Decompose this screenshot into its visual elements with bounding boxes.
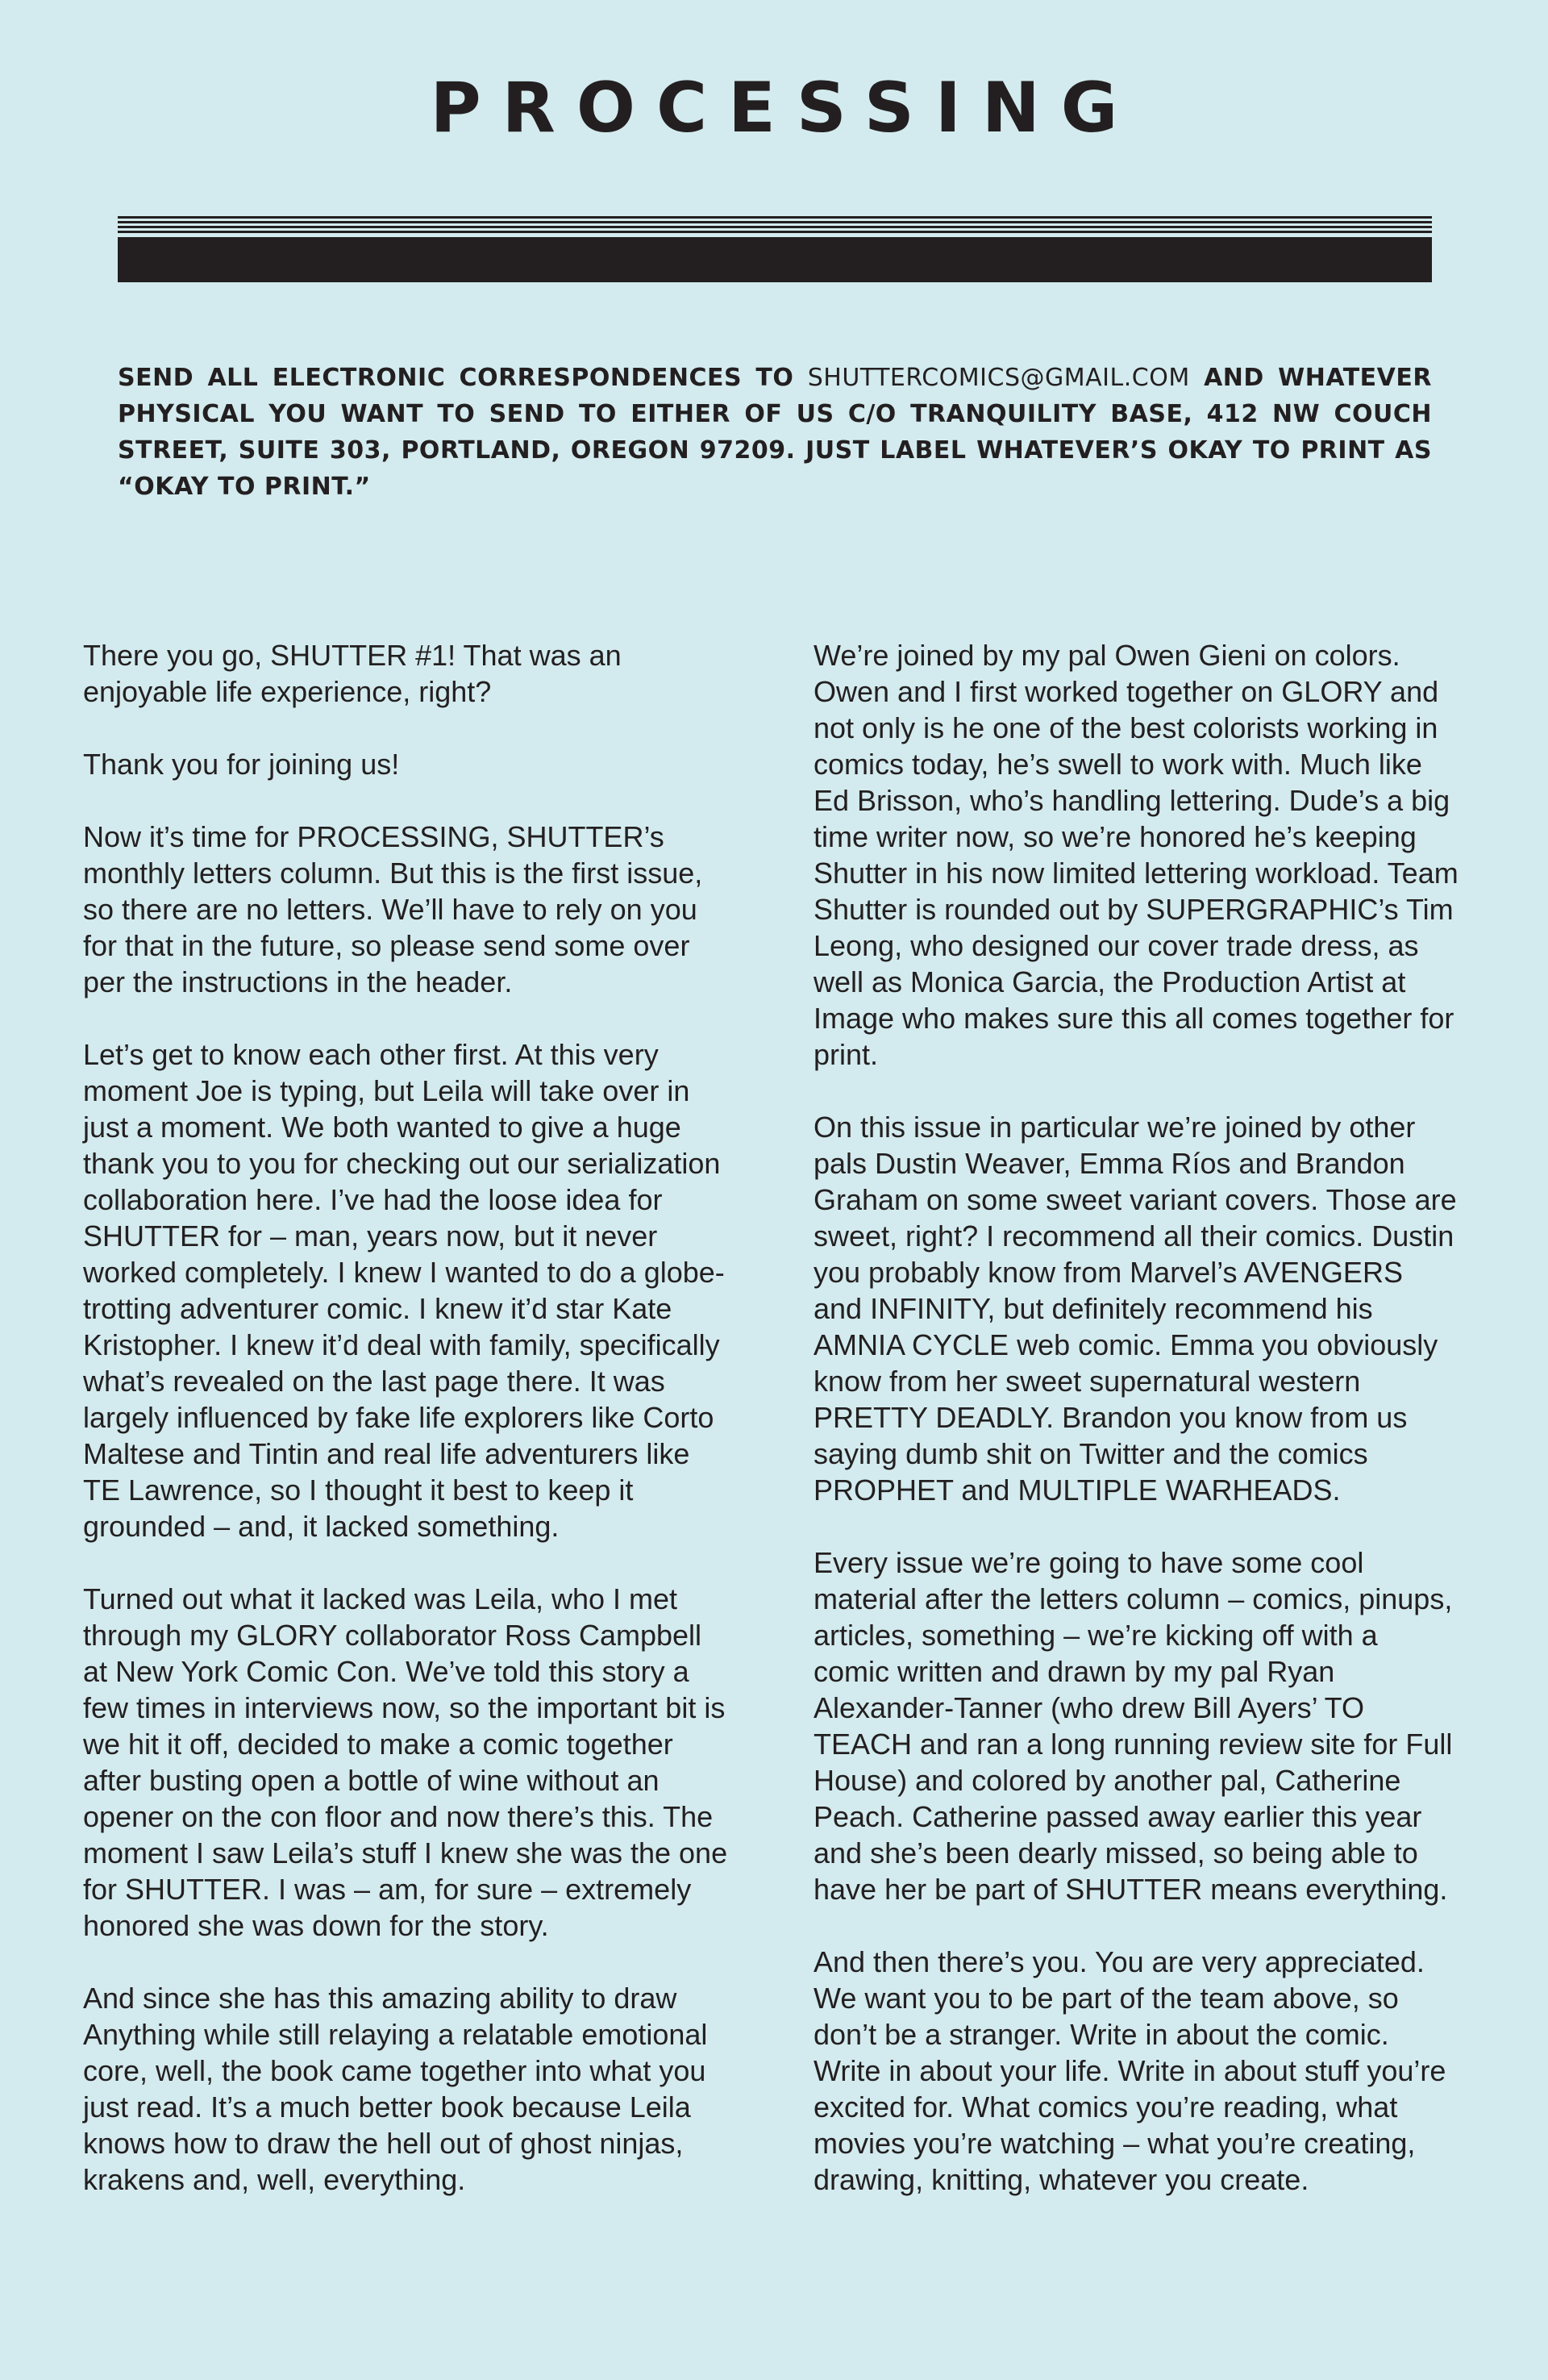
instructions-intro: SEND ALL ELECTRONIC CORRESPONDENCES TO <box>118 364 794 392</box>
page-title: PROCESSING <box>430 68 1139 148</box>
paragraph: Thank you for joining us! <box>83 748 400 781</box>
paragraph: There you go, SHUTTER #1! That was an enjoyable life experience, right? <box>83 639 622 708</box>
paragraph: And since she has this amazing ability to draw Anything while still relaying a relatable emotional core, well, the book came together into what you just read. It’s a much better book because Leila knows how to draw the hell out of ghost ninjas, krakens and, well, everything. <box>83 1982 708 2196</box>
rule-line <box>118 231 1432 233</box>
rule-line <box>118 226 1432 228</box>
contact-email[interactable]: SHUTTERCOMICS@GMAIL.COM <box>807 364 1190 392</box>
header-rule <box>118 216 1432 282</box>
instructions-body: AND WHATEVER PHYSICAL YOU WANT TO SEND TO EITHER OF US C/O TRANQUILITY BASE, 412 NW COUCH STREET, SUITE 303, PORTLAND, OREGON 97209. JUST LABEL WHATEVER’S OKAY TO PRINT AS “OKAY TO PRINT.” <box>118 364 1432 501</box>
left-column <box>83 637 728 2234</box>
rule-line <box>118 221 1432 223</box>
paragraph: Turned out what it lacked was Leila, who I met through my GLORY collaborator Ross Campbell at New York Comic Con. We’ve told this story a few times in interviews now, so the important bit is we hit it off, decided to make a comic together after busting open a bottle of wine without an opener on the con floor and now there’s this. The moment I saw Leila’s stuff I knew she was the one for SHUTTER. I was – am, for sure – extremely honored she was down for the story. <box>83 1582 728 1942</box>
rule-line <box>118 216 1432 219</box>
paragraph: Every issue we’re going to have some cool material after the letters column – comics, pinups, articles, something – we’re kicking off with a comic written and drawn by my pal Ryan Alexander-Tanner (who drew Bill Ayers’ TO TEACH and ran a long running review site for Full House) and colored by another pal, Catherine Peach. Catherine passed away earlier this year and she’s been dearly missed, so being able to have her be part of SHUTTER means everything. <box>814 1546 1453 1906</box>
right-column <box>814 637 1459 2234</box>
paragraph: And then there’s you. You are very appreciated. We want you to be part of the team above, so don’t be a stranger. Write in about the comic. Write in about your life. Write in about stuff you’re excited for. What comics you’re reading, what movies you’re watching – what you’re creating, drawing, knitting, whatever you create. <box>814 1945 1446 2196</box>
paragraph: Now it’s time for PROCESSING, SHUTTER’s monthly letters column. But this is the first issue, so there are no letters. We’ll have to rely on you for that in the future, so please send some over per the instructions in the header. <box>83 820 703 998</box>
mailing-instructions <box>118 360 1432 505</box>
paragraph: We’re joined by my pal Owen Gieni on colors. Owen and I first worked together on GLORY and not only is he one of the best colorists working in comics today, he’s swell to work with. Much like Ed Brisson, who’s handling lettering. Dude’s a big time writer now, so we’re honored he’s keeping Shutter in his now limited lettering workload. Team Shutter is rounded out by SUPERGRAPHIC’s Tim Leong, who designed our cover trade dress, as well as Monica Garcia, the Production Artist at Image who makes sure this all comes together for print. <box>814 639 1459 1071</box>
rule-bar <box>118 237 1432 282</box>
paragraph: Let’s get to know each other first. At this very moment Joe is typing, but Leila will take over in just a moment. We both wanted to give a huge thank you to you for checking out our serialization collaboration here. I’ve had the loose idea for SHUTTER for – man, years now, but it never worked completely. I knew I wanted to do a globe-trotting adventurer comic. I knew it’d star Kate Kristopher. I knew it’d deal with family, specifically what’s revealed on the last page there. It was largely influenced by fake life explorers like Corto Maltese and Tintin and real life adventurers like TE Lawrence, so I thought it best to keep it grounded – and, it lacked something. <box>83 1038 725 1543</box>
paragraph: On this issue in particular we’re joined by other pals Dustin Weaver, Emma Ríos and Brandon Graham on some sweet variant covers. Those are sweet, right? I recommend all their comics. Dustin you probably know from Marvel’s AVENGERS and INFINITY, but definitely recommend his AMNIA CYCLE web comic. Emma you obviously know from her sweet supernatural western PRETTY DEADLY. Brandon you know from us saying dumb shit on Twitter and the comics PROPHET and MULTIPLE WARHEADS. <box>814 1111 1457 1507</box>
